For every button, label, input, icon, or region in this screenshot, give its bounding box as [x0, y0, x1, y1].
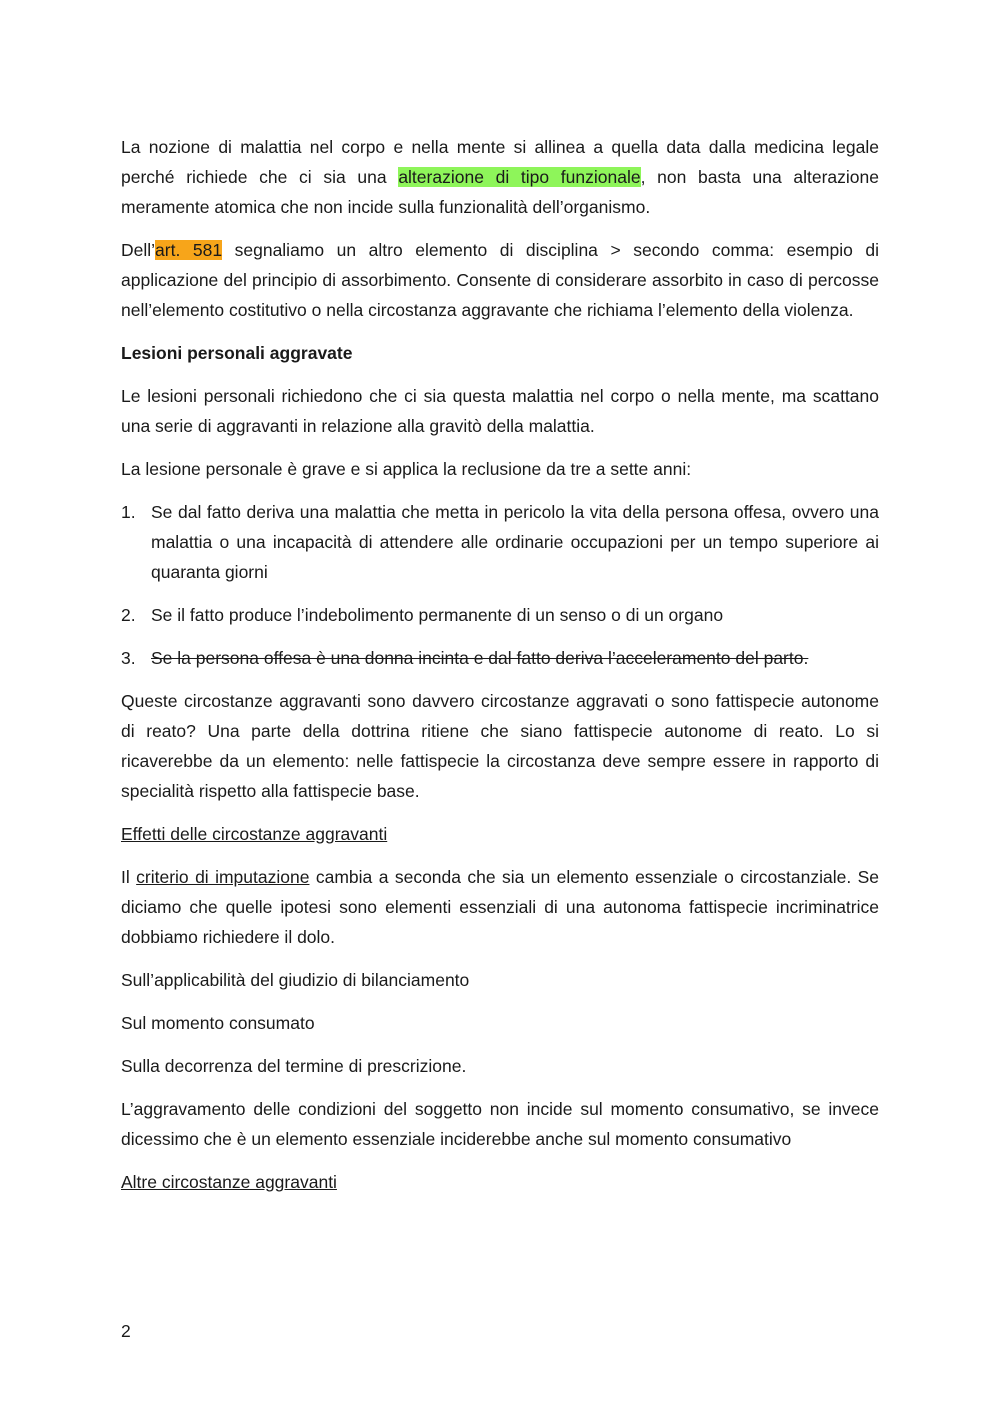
highlight-orange: art. 581	[155, 240, 223, 260]
underlined-term: criterio di imputazione	[136, 867, 310, 887]
page-content	[121, 132, 879, 1210]
text-run: Dell’	[121, 240, 156, 260]
text-run: La nozione di malattia nel corpo e nella mente si allinea a quella data dalla medicina legale perché richiede che ci sia una	[121, 137, 879, 187]
text-run: Il	[121, 867, 137, 887]
list-item-text: Se il fatto produce l’indebolimento permanente di un senso o di un organo	[151, 605, 724, 625]
list-item-text: Se dal fatto deriva una malattia che metta in pericolo la vita della persona offesa, ovvero una malattia o una incapacità di attendere alle ordinarie occupazioni per un tempo superiore ai quaranta giorni	[151, 502, 879, 582]
paragraph-art-581	[121, 235, 879, 325]
text-run: cambia a seconda che sia un elemento essenziale o circostanziale. Se diciamo che quelle ipotesi sono elementi essenziali di una autonoma fattispecie incriminatrice dobbiamo richiedere il dolo.	[121, 867, 879, 947]
list-number: 3.	[121, 648, 136, 668]
paragraph-momento: Sul momento consumato	[121, 1013, 315, 1033]
subheading-effetti	[121, 819, 879, 849]
underlined-subheading: Effetti delle circostanze aggravanti	[121, 824, 388, 844]
list-number: 2.	[121, 605, 136, 625]
text-run: , non basta una alterazione meramente atomica che non incide sulla funzionalità dell’organismo.	[121, 167, 879, 217]
list-item	[121, 600, 879, 630]
underlined-subheading: Altre circostanze aggravanti	[121, 1172, 337, 1192]
paragraph-bilanciamento: Sull’applicabilità del giudizio di bilanciamento	[121, 970, 470, 990]
list-item	[121, 497, 879, 587]
paragraph-lesione-grave: La lesione personale è grave e si applica la reclusione da tre a sette anni:	[121, 459, 692, 479]
paragraph-circostanze: Queste circostanze aggravanti sono davvero circostanze aggravati o sono fattispecie autonome di reato? Una parte della dottrina ritiene che siano fattispecie autonome di reato. Lo si ricaverebbe da un elemento: nelle fattispecie la circostanza deve sempre essere in rapporto di specialità rispetto alla fattispecie base.	[121, 691, 879, 801]
paragraph-malattia	[121, 132, 879, 222]
list-number: 1.	[121, 502, 136, 522]
paragraph-criterio	[121, 862, 879, 952]
paragraph-aggravamento: L’aggravamento delle condizioni del soggetto non incide sul momento consumativo, se invece dicessimo che è un elemento essenziale inciderebbe anche sul momento consumativo	[121, 1099, 879, 1149]
section-heading: Lesioni personali aggravate	[121, 343, 353, 363]
list-item-text-struck: Se la persona offesa è una donna incinta e dal fatto deriva l’acceleramento del parto.	[151, 648, 809, 668]
page-number: 2	[121, 1321, 131, 1341]
highlight-green: alterazione di tipo funzionale	[398, 167, 641, 187]
subheading-altre	[121, 1167, 879, 1197]
list-item	[121, 643, 879, 673]
paragraph-prescrizione: Sulla decorrenza del termine di prescrizione.	[121, 1056, 467, 1076]
paragraph-lesioni: Le lesioni personali richiedono che ci sia questa malattia nel corpo o nella mente, ma scattano una serie di aggravanti in relazione alla gravitò della malattia.	[121, 386, 879, 436]
text-run: segnaliamo un altro elemento di disciplina > secondo comma: esempio di applicazione del principio di assorbimento. Consente di considerare assorbito in caso di percosse nell’elemento costitutivo o nella circostanza aggravante che richiama l’elemento della violenza.	[121, 240, 879, 320]
